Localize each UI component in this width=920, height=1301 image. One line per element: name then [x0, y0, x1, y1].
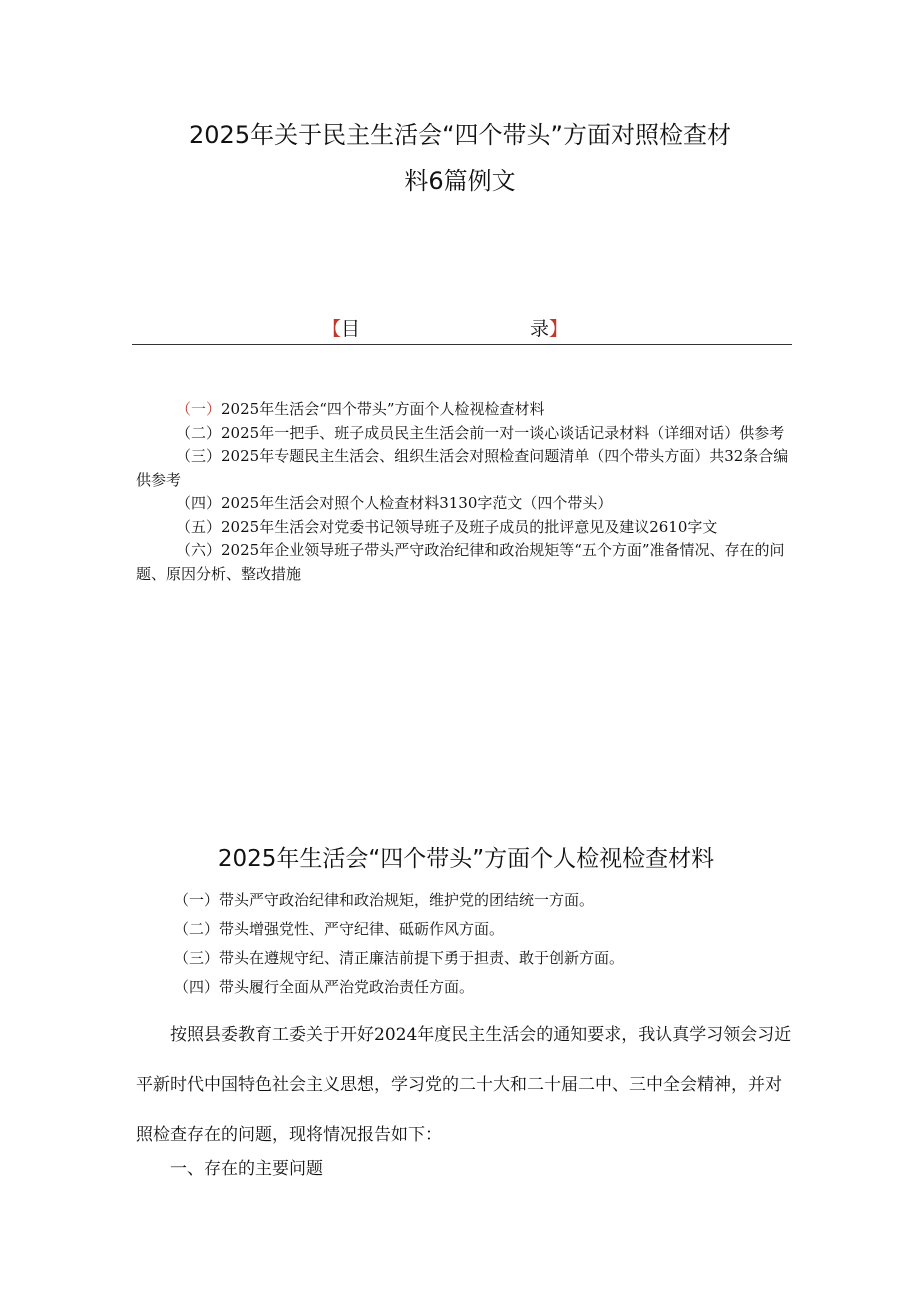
- toc-heading: [132, 312, 792, 345]
- sub-heading: 一、存在的主要问题: [170, 1159, 323, 1179]
- toc-item[interactable]: （六）2025年企业领导班子带头严守政治纪律和政治规矩等“五个方面”准备情况、存在的问题、原因分析、整改措施: [136, 541, 785, 583]
- aspect-item: （一）带头严守政治纪律和政治规矩，维护党的团结统一方面。: [174, 891, 595, 909]
- body-paragraph-text: 按照县委教育工委关于开好2024年度民主生活会的通知要求，我认真学习领会习近平新时代中国特色社会主义思想，学习党的二十大和二十届二中、三中全会精神，并对照检查存在的问题，现将情况报告如下：: [136, 1025, 792, 1145]
- toc-heading-left: 【目: [322, 318, 361, 340]
- toc-item[interactable]: （四）2025年生活会对照个人检查材料3130字范文（四个带头）: [176, 494, 613, 512]
- aspect-item: （四）带头履行全面从严治党政治责任方面。: [174, 978, 475, 996]
- toc-heading-right: 录】: [530, 318, 569, 340]
- document-title-line-1: 2025年关于民主生活会“四个带头”方面对照检查材: [189, 121, 731, 149]
- document-title: [130, 112, 790, 204]
- section-title: 2025年生活会“四个带头”方面个人检视检查材料: [217, 846, 715, 872]
- toc-item[interactable]: （三）2025年专题民主生活会、组织生活会对照检查问题清单（四个带头方面）共32条合编供参考: [136, 447, 789, 489]
- toc-item[interactable]: （二）2025年一把手、班子成员民主生活会前一对一谈心谈话记录材料（详细对话）供参考: [176, 423, 785, 442]
- body-paragraph: [136, 1010, 796, 1160]
- document-title-line-2: 料6篇例文: [404, 167, 516, 195]
- toc-item[interactable]: （五）2025年生活会对党委书记领导班子及班子成员的批评意见及建议2610字文: [176, 517, 718, 536]
- aspect-item: （三）带头在遵规守纪、清正廉洁前提下勇于担责、敢于创新方面。: [174, 949, 625, 967]
- toc-list: [136, 398, 796, 586]
- toc-item[interactable]: （一）2025年生活会“四个带头”方面个人检视检查材料: [176, 400, 545, 418]
- aspect-list: [136, 886, 796, 1002]
- aspect-item: （二）带头增强党性、严守纪律、砥砺作风方面。: [174, 920, 505, 938]
